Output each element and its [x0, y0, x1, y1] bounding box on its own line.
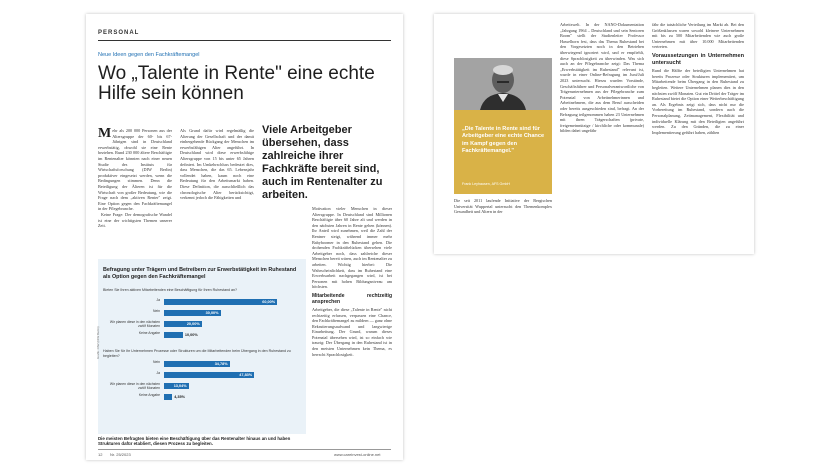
chart-data-label: 4,35%	[174, 395, 185, 399]
column-text: fähr die tatsächliche Verteilung im Markt ab. Bei den Größenklassen waren sowohl kleinere Unternehmen mit bis zu 500 Mitarbeitenden wie auch große Unternehmen mit über 10.000 Mitarbeitenden vertreten.	[652, 22, 744, 50]
pull-quote: Viele Arbeitgeber übersehen, dass zahlreiche ihrer Fachkräfte bereit sind, auch im Rentenalter zu arbeiten.	[262, 124, 383, 201]
subheading: Mitarbeitende rechtzeitig ansprechen	[312, 292, 392, 305]
column-text: Arbeitswelt. In der NANO-Dokumentation „Jahrgang 1964 – Deutschland und sein Senioren Boom" stellt der Studienleiter Professor Hasselhorn fest, dass das Thema Ruhestand bei den Vorgesetzten noch in den Betrieben überwiegend ignoriert wird, und er empfiehlt, diese Sprachlosigkeit zu überwinden. Was sich auch an der Pflegebranche zeigt: Das Thema „Erwerbstätigkeit im Ruhestand" relevant ist, wurde in einer Online-Befragung im Juni/Juli 2023 untersucht. Hierzu wurden Vorstände, Geschäftsführer und Personalverantwortliche von Trägerunternehmen aus der Pflegebranche zum Potenzial von Arbeitnehmerinnen und Arbeitnehmern, die aus dem Beruf ausscheiden oder bereits ausgeschieden sind, befragt. An der Befragung teilgenommen haben 23 Unternehmen mit ihren Trägerschaften (private, freigemeinnützige / kirchliche oder kommunale) bilden dabei ungefähr	[560, 22, 644, 134]
chart-question-1: Bieten Sie Ihren aktiven Mitarbeitenden eine Beschäftigung für Ihren Ruhestand an?	[103, 288, 238, 292]
right-page	[434, 14, 754, 254]
article-column-1	[454, 198, 552, 250]
column-text: Als Grund dafür wird regelmäßig die Alterung der Gesellschaft und der damit einhergehende Rückgang der Menschen im erwerbsfähigen Alter angeführt. In Deutschland wird diese erwerbsfähige Altersgruppe von 15 bis unter 65 Jahren definiert. Im Umkehrschluss bedeutet dies, dass Menschen, die das 65. Lebensjahr vollendet haben, kaum noch eine Bedeutung für den Arbeitsmarkt haben. Diese Definition, die ausschließlich das chronologische Alter berücksichtigt, verkennt jedoch die Fähigkeiten und	[180, 128, 254, 201]
chart-data-label: 60,00%	[262, 300, 276, 304]
chart-category-label: Wir planen diese in den nächsten zwölf Monaten	[109, 320, 160, 328]
article-column-3	[312, 206, 392, 431]
chart-category-label: Nein	[153, 360, 160, 364]
chart-data-label: 47,83%	[239, 373, 253, 377]
column-text: Die seit 2011 laufende Initiative der Bergischen Universität Wuppertal untersucht den Themenkomplex Gesundheit und Altern in der	[454, 198, 552, 215]
chart-data-label: 30,00%	[205, 311, 219, 315]
chart-data-label: 20,00%	[186, 322, 200, 326]
dropcap: M	[98, 128, 112, 141]
chart-category-label: Nein	[153, 309, 160, 313]
quote-box	[454, 110, 552, 194]
left-page	[86, 14, 403, 460]
subheading: Voraussetzungen in Unternehmen untersucht	[652, 52, 744, 66]
chart-data-label: 10,00%	[184, 333, 198, 337]
article-column-2	[180, 128, 254, 256]
column-text: Rund die Hälfte der beteiligten Unternehmen hat bereits Prozesse oder Strukturen implementiert, um Mitarbeitende beim Übergang in den Ruhestand zu begleiten. Weitere Unternehmen planen dies in den nächsten zwölf Monaten. Gut ein Drittel der Träger im Ruhestand bietet die Option einer Weiterbeschäftigung an. Als Ergebnis zeigt sich, dass nicht nur die Vorbereitung im Ruhestand, sondern auch die Personalplanung, Zeitmanagement, Flexibilität und individuelle Klärung mit den Beteiligten angeführt werden. Zu den Gründen, die zu einer Implementierung geführt haben, zählten	[652, 68, 744, 135]
portrait-image	[454, 58, 552, 110]
issue-number: Nr. 25/2023	[110, 452, 131, 457]
survey-chart	[98, 259, 306, 434]
chart-data-label: 13,04%	[173, 384, 187, 388]
page-title: Wo „Talente in Rente" eine echte Hilfe sein können	[98, 63, 375, 104]
chart-category-label: Ja	[156, 298, 160, 302]
chart-caption: Die meisten Befragten bieten eine Beschäftigung über das Rentenalter hinaus an und haben Strukturen dafür etabliert, diesen Prozess zu begleiten.	[98, 436, 291, 447]
chart-category-label: Ja	[156, 371, 160, 375]
chart-bar	[164, 332, 183, 338]
article-column-2	[560, 22, 644, 248]
section-label: PERSONAL	[98, 30, 140, 36]
kicker: Neue Ideen gegen den Fachkräftemangel	[98, 52, 200, 58]
column-text: Arbeitgeber, die diese „Talente in Rente" nicht rechtzeitig erfassen, verpassen eine Chance, den Fachkräftemangel zu mildern — ganz ohne Rekrutierungsaufwand und langwierige Einarbeitung. Der Grund, warum dieses Potenzial übersehen wird, ist so einfach wie traurig: Der Übergang in den Ruhestand ist in den meisten Unternehmen kein Thema, es herrscht Sprachlosigkeit.	[312, 306, 392, 357]
article-column-1	[98, 128, 172, 256]
footer-rule	[98, 449, 391, 450]
section-rule	[98, 40, 391, 41]
chart-category-label: Keine Angabe	[138, 331, 160, 335]
article-column-3	[652, 22, 744, 248]
author-photo	[454, 58, 552, 110]
column-text: Keine Frage: Der demografische Wandel ist eine der wichtigsten Themen unserer Zeit.	[98, 211, 172, 229]
column-text: ehr als 200 000 Personen aus der Altersgruppe der 60- bis 67-Jährigen sind in Deutschland erwerbstätig, obwohl sie eine Rente beziehen. Rund 230 000 ältere Beschäftigte im Rentenalter könnten nach einer neuen Studie des Instituts für Wirtschaftsforschung (DIW Berlin) produktiver eingesetzt werden, wenn die Bedingungen stimmen. Denn die Beteiligung der Älteren ist für die Wirtschaft von großer Bedeutung, wie die Frage nach dem „aktiven Renter" zeigt. Eine Option gegen den Fachkräftemangel in der Pflegebranche.	[98, 128, 172, 212]
quote-author: Frank Leyhausen, AFS GmbH	[462, 182, 510, 186]
chart-title: Befragung unter Trägern und Betreibern zur Erwerbstätigkeit im Ruhestand als Option gegen den Fachkräftemangel	[103, 267, 297, 280]
chart-bar	[164, 394, 172, 400]
quote-text: „Die Talente in Rente sind für Arbeitgeber eine echte Chance im Kampf gegen den Fachkräftemangel."	[462, 126, 545, 155]
chart-category-label: Keine Angabe	[138, 393, 160, 397]
chart-question-2: Haben Sie für Ihr Unternehmen Prozesse oder Strukturen um die Mitarbeitenden beim Übergang in den Ruhestand zu begleiten?	[103, 349, 291, 358]
chart-credit: Grafik: DIW (DIW Berlin)	[96, 326, 100, 359]
page-number: 12	[98, 452, 103, 457]
chart-category-label: Wir planen diese in den nächsten zwölf Monaten	[109, 382, 160, 390]
website-url: www.careinvest-online.net	[334, 452, 381, 457]
column-text: Motivation vieler Menschen in dieser Altersgruppe. In Deutschland sind Millionen Beschäftigte über 60 Jahre alt und werden in den nächsten Jahren in Rente gehen (können). Ihr Anteil wird zunehmen, weil die Zahl der Rentner steigt, während immer mehr Babyboomer in den Ruhestand gehen. Die drohenden Fachkräftelücken übersehen viele Arbeitgeber noch, dass zahlreiche dieser Menschen bereit wären, auch im Rentenalter zu arbeiten. Wichtig hierbei: Die Wahrscheinlichkeit, dass im Ruhestand eine Erwerbsarbeit nachgegangen wird, ist bei Personen mit hohen Bildungsniveau am höchsten.	[312, 206, 392, 290]
chart-data-label: 34,78%	[214, 362, 228, 366]
